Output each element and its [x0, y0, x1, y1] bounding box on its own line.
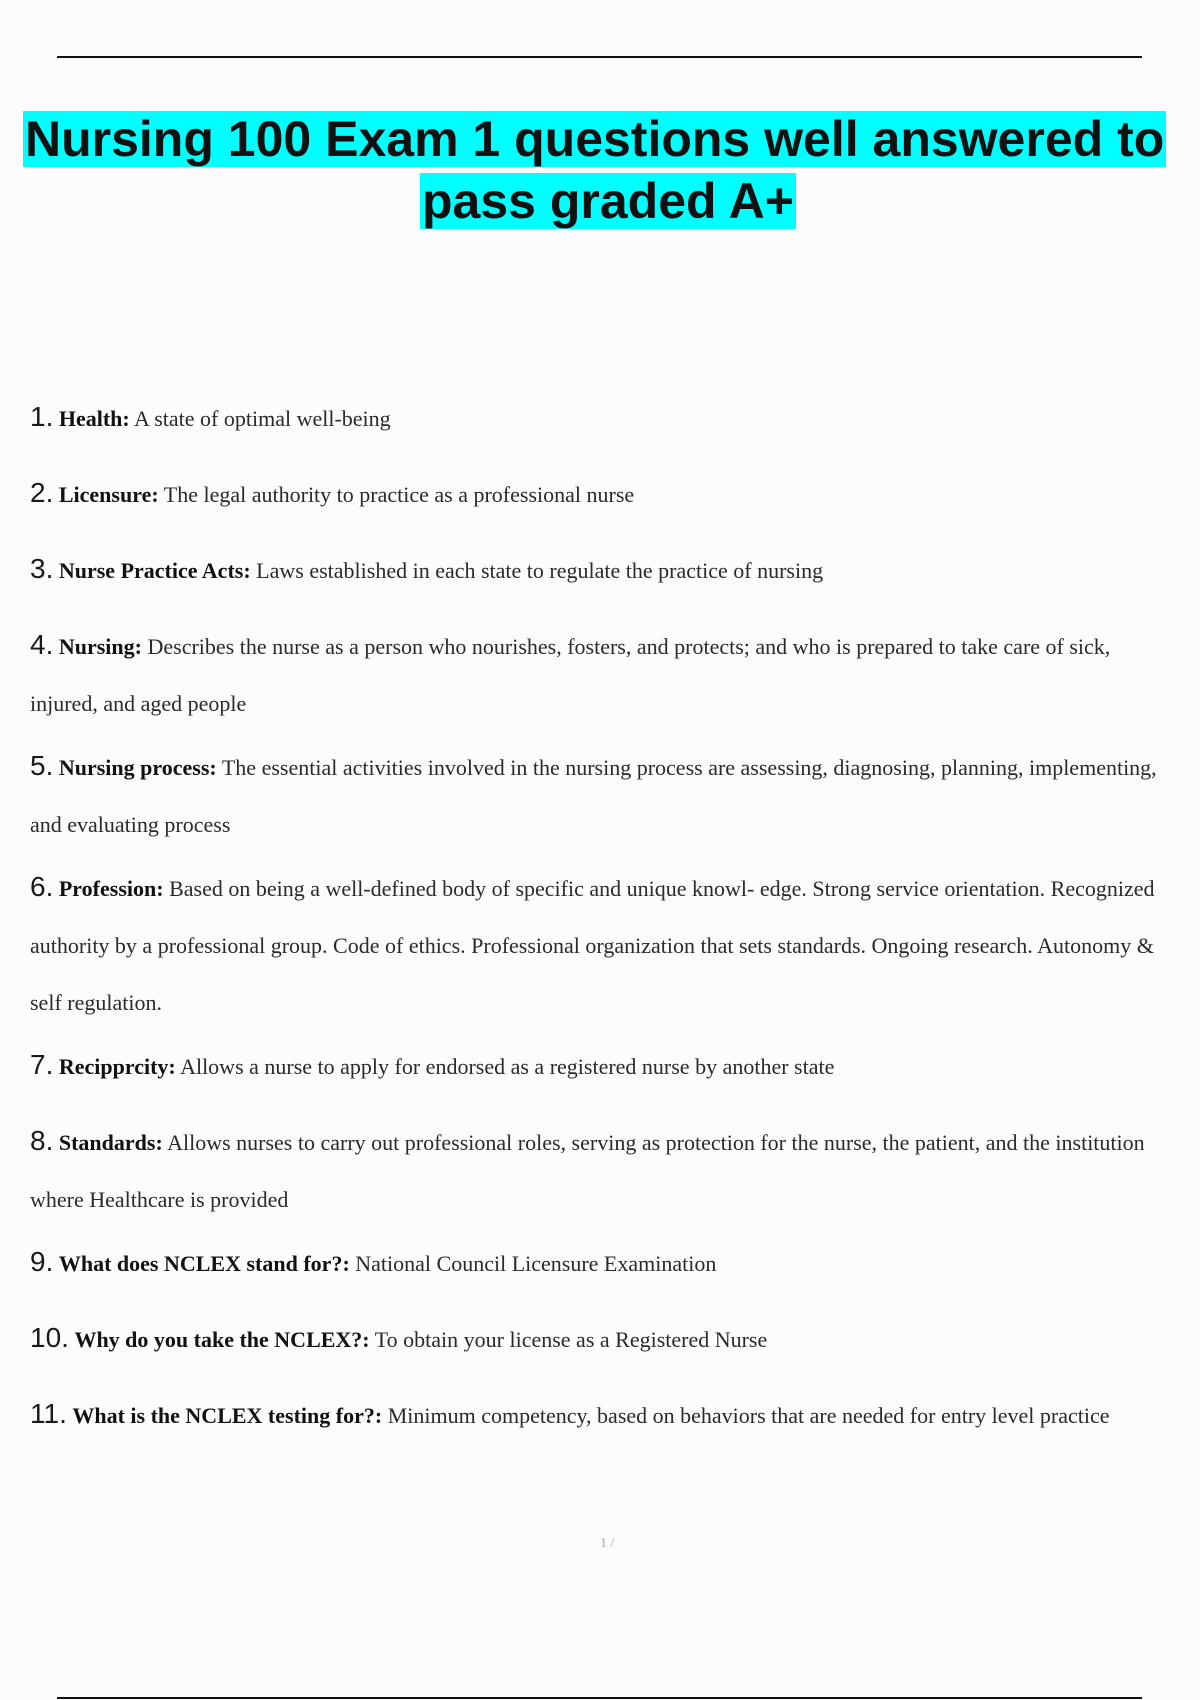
- page-title: [0, 108, 1200, 232]
- item-term: Nursing:: [58, 634, 142, 659]
- item-definition: A state of optimal well-being: [134, 406, 391, 431]
- item-number: 3.: [30, 553, 54, 584]
- item-term: What is the NCLEX testing for?:: [72, 1403, 383, 1428]
- item-term: Standards:: [58, 1130, 163, 1155]
- title-line-1: Nursing 100 Exam 1 questions well answered to: [25, 111, 1165, 167]
- page-number: 1 /: [600, 1536, 615, 1551]
- top-divider: [57, 56, 1142, 58]
- item-definition: Minimum competency, based on behaviors that are needed for entry level practice: [387, 1403, 1110, 1428]
- title-line-2: pass graded A+: [422, 173, 794, 229]
- list-item: [30, 616, 1175, 732]
- item-number: 6.: [30, 871, 54, 902]
- item-number: 5.: [30, 750, 54, 781]
- item-number: 8.: [30, 1125, 54, 1156]
- bottom-divider: [57, 1697, 1142, 1699]
- item-definition: Laws established in each state to regulate the practice of nursing: [256, 558, 824, 583]
- item-definition: National Council Licensure Examination: [355, 1251, 717, 1276]
- list-item: [30, 858, 1175, 1031]
- item-term: Health:: [58, 406, 130, 431]
- item-term: Why do you take the NCLEX?:: [74, 1327, 370, 1352]
- item-number: 7.: [30, 1049, 54, 1080]
- item-term: Nurse Practice Acts:: [58, 558, 251, 583]
- item-number: 4.: [30, 629, 54, 660]
- item-number: 2.: [30, 477, 54, 508]
- item-definition: To obtain your license as a Registered Nurse: [374, 1327, 768, 1352]
- list-item: [30, 1309, 1175, 1368]
- list-item: [30, 1233, 1175, 1292]
- item-definition: Describes the nurse as a person who nourishes, fosters, and protects; and who is prepared to take care of sick, injured, and aged people: [30, 634, 1111, 716]
- list-item: [30, 1112, 1175, 1228]
- item-term: Recipprcity:: [58, 1054, 176, 1079]
- item-definition: The essential activities involved in the nursing process are assessing, diagnosing, planning, implementing, and evaluating process: [30, 755, 1157, 837]
- item-number: 11.: [30, 1398, 67, 1429]
- item-definition: The legal authority to practice as a professional nurse: [163, 482, 635, 507]
- list-item: [30, 464, 1175, 523]
- list-item: [30, 1385, 1175, 1444]
- list-item: [30, 388, 1175, 447]
- qa-list: [30, 388, 1175, 1449]
- item-number: 1.: [30, 401, 54, 432]
- item-number: 9.: [30, 1246, 54, 1277]
- list-item: [30, 737, 1175, 853]
- list-item: [30, 540, 1175, 599]
- list-item: [30, 1036, 1175, 1095]
- item-term: Profession:: [58, 876, 164, 901]
- item-term: Licensure:: [58, 482, 159, 507]
- item-term: What does NCLEX stand for?:: [58, 1251, 350, 1276]
- item-definition: Based on being a well-defined body of specific and unique knowl- edge. Strong service orientation. Recognized authority by a professional group. Code of ethics. Professional organization that sets standards. Ongoing research. Autonomy & self regulation.: [30, 876, 1155, 1015]
- item-definition: Allows nurses to carry out professional roles, serving as protection for the nurse, the patient, and the institution where Healthcare is provided: [30, 1130, 1145, 1212]
- item-term: Nursing process:: [58, 755, 217, 780]
- item-number: 10.: [30, 1322, 69, 1353]
- item-definition: Allows a nurse to apply for endorsed as a registered nurse by another state: [180, 1054, 835, 1079]
